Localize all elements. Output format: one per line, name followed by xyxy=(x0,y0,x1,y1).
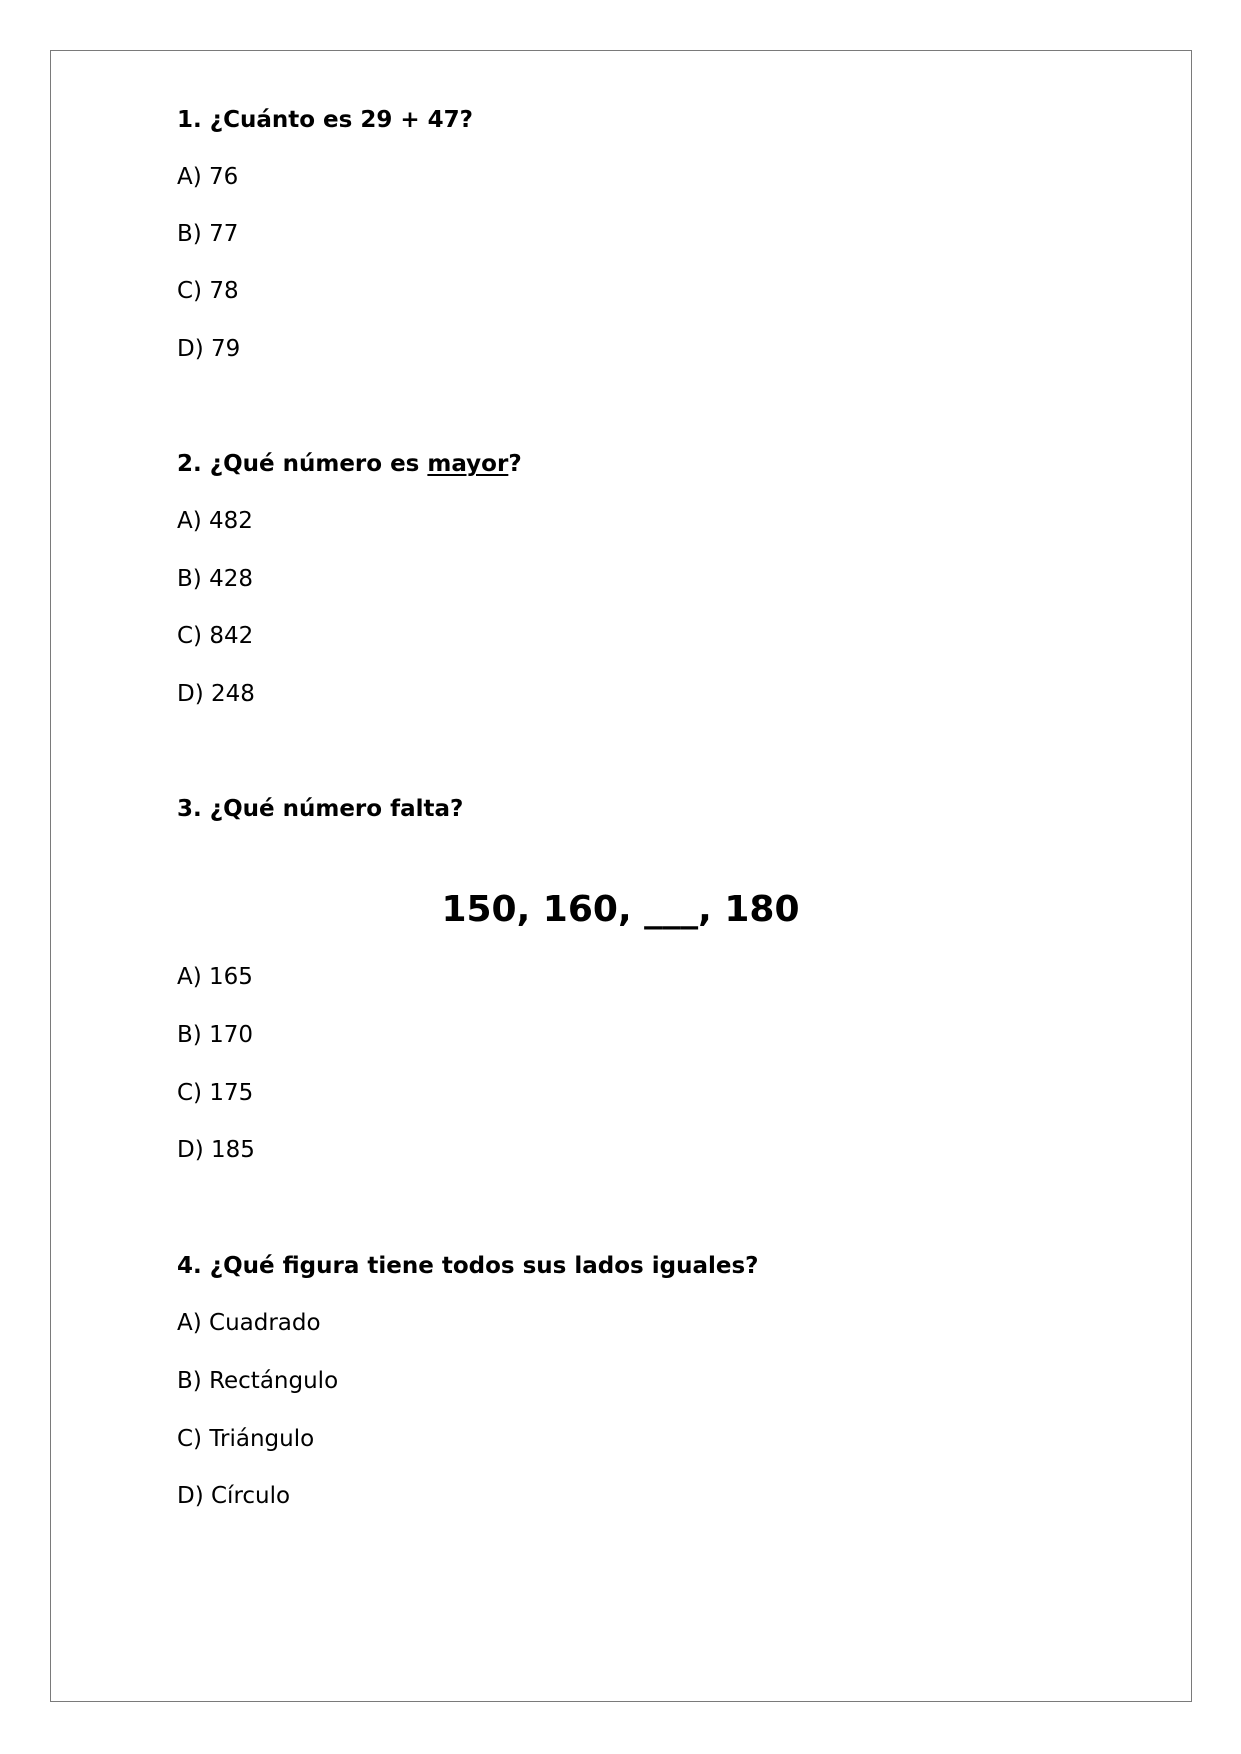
question-3-title-text: 3. ¿Qué número falta? xyxy=(177,796,464,822)
question-1-title-text: 1. ¿Cuánto es 29 + 47? xyxy=(177,107,473,133)
question-2-title xyxy=(177,449,522,479)
question-3-option-c[interactable]: C) 175 xyxy=(177,1080,254,1106)
question-4-option-a[interactable]: A) Cuadrado xyxy=(177,1310,321,1336)
question-2-option-a[interactable]: A) 482 xyxy=(177,508,253,534)
question-2-option-b[interactable]: B) 428 xyxy=(177,566,253,592)
question-2-title-emphasis: mayor xyxy=(427,451,509,477)
question-1-option-d[interactable]: D) 79 xyxy=(177,336,241,362)
question-4-title xyxy=(177,1251,758,1281)
question-2-title-prefix: 2. ¿Qué número es xyxy=(177,451,428,477)
question-2-option-c[interactable]: C) 842 xyxy=(177,623,254,649)
number-sequence: 150, 160, ___, 180 xyxy=(441,889,800,930)
question-2-title-suffix: ? xyxy=(508,451,522,477)
question-1-option-c[interactable]: C) 78 xyxy=(177,278,239,304)
question-1-option-a[interactable]: A) 76 xyxy=(177,164,239,190)
question-3-title xyxy=(177,794,463,824)
question-1-title xyxy=(177,105,473,135)
question-3-option-a[interactable]: A) 165 xyxy=(177,964,253,990)
question-4-title-text: 4. ¿Qué figura tiene todos sus lados iguales? xyxy=(177,1253,759,1279)
question-4-option-c[interactable]: C) Triángulo xyxy=(177,1426,315,1452)
question-3-option-d[interactable]: D) 185 xyxy=(177,1137,255,1163)
question-4-option-d[interactable]: D) Círculo xyxy=(177,1483,291,1509)
question-1-option-b[interactable]: B) 77 xyxy=(177,221,239,247)
question-4-option-b[interactable]: B) Rectángulo xyxy=(177,1368,339,1394)
question-2-option-d[interactable]: D) 248 xyxy=(177,681,255,707)
question-3-option-b[interactable]: B) 170 xyxy=(177,1022,253,1048)
